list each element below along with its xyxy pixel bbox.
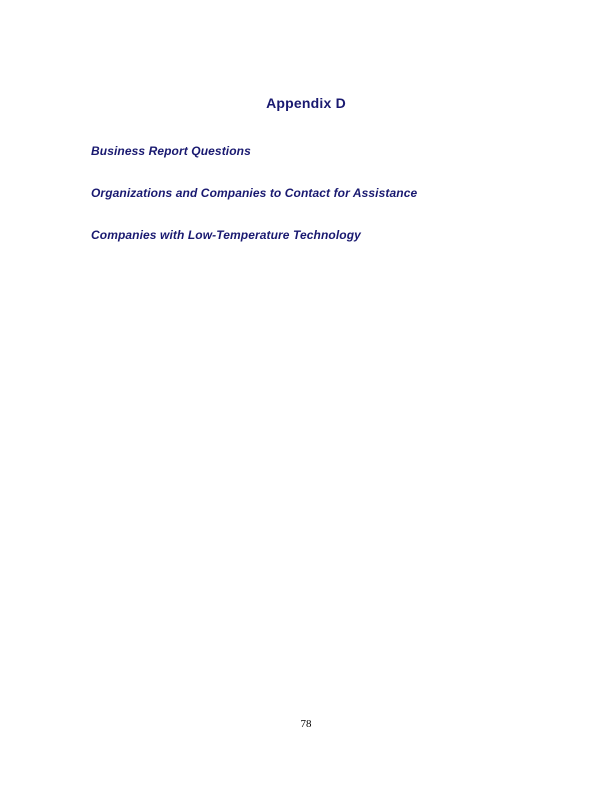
- page-number: 78: [300, 718, 312, 730]
- appendix-title: Appendix D: [266, 95, 346, 111]
- heading-business-report-questions: Business Report Questions: [91, 144, 251, 158]
- heading-organizations-companies-contact: Organizations and Companies to Contact for Assistance: [91, 186, 418, 200]
- heading-companies-low-temperature: Companies with Low-Temperature Technology: [91, 228, 361, 242]
